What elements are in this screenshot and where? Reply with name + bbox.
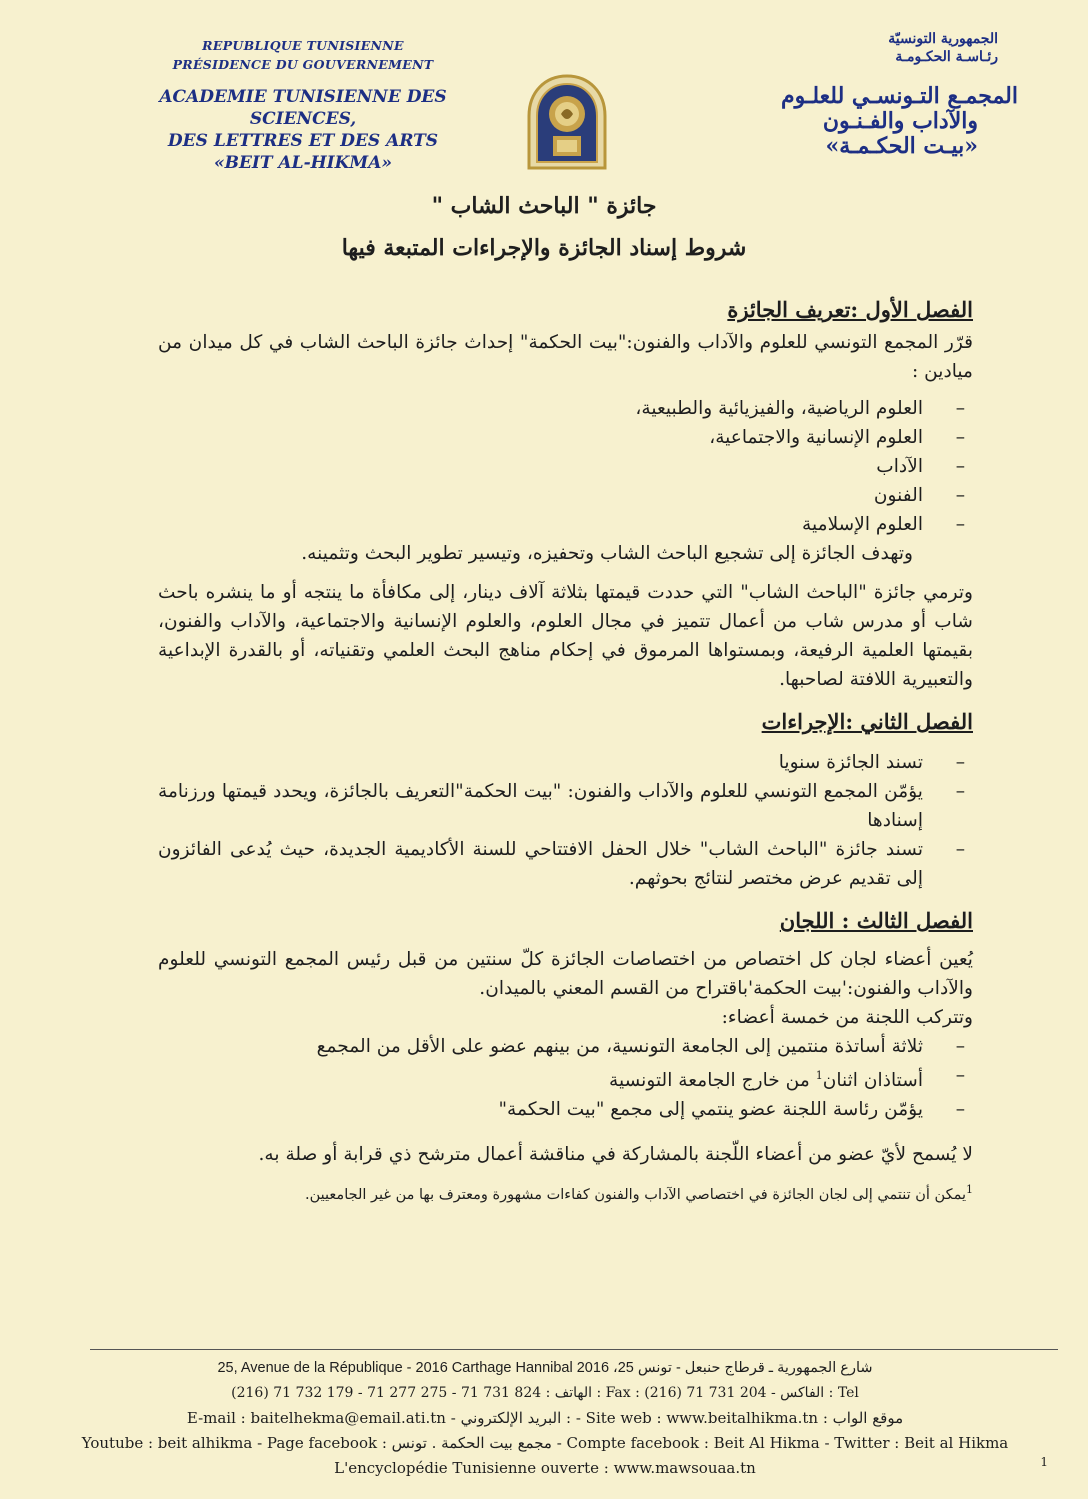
header-fr-republic: REPUBLIQUE TUNISIENNE: [202, 38, 404, 53]
footer-email-web: E-mail : baitelhekma@email.ati.tn - البريد الإلكتروني : - Site web : www.beitalhikma.tn : موقع الواب: [186, 1409, 904, 1427]
section2-heading: الفصل الثاني :الإجراءات: [761, 709, 973, 734]
list-item: – الآداب: [158, 452, 973, 481]
footer-social: Youtube : beit alhikma - Page facebook : مجمع بيت الحكمة . تونس - Compte facebook : Beit Al Hikma - Twitter : Beit al Hikma: [81, 1434, 1009, 1452]
section3-final: لا يُسمح لأيّ عضو من أعضاء اللّجنة بالمشاركة في مناقشة أعمال مترشح ذي قرابة أو صلة به.: [258, 1144, 973, 1166]
footnote-number: 1: [966, 1183, 973, 1197]
list-item: – تسند جائزة "الباحث الشاب" خلال الحفل الافتتاحي للسنة الأكاديمية الجديدة، حيث يُدعى الفائزون إلى تقديم عرض مختصر لنتائج بحوثهم.: [158, 835, 973, 893]
header-ar-letters: والآداب والفـنـون: [822, 108, 978, 134]
french-header: [118, 36, 488, 174]
document-body: [158, 292, 973, 1206]
section1-para2: وترمي جائزة "الباحث الشاب" التي حددت قيمتها بثلاثة آلاف دينار، إلى مكافأة ما ينتجه أو ما ينشره باحث شاب أو مدرس شاب من أعمال تتميز في مجال العلوم، والعلوم الإنسانية والاجتماعية، والآداب والفنون، بقيمتها العلمية الرفيعة، وبمستواها المرموق في إحكام مناهج البحث العلمي وتقنياته، أو بالقدرة الإبداعية والتعبيرية اللافتة لصاحبها.: [158, 582, 973, 690]
header-fr-presidency: PRÉSIDENCE DU GOUVERNEMENT: [172, 57, 434, 72]
document-subtitle: شروط إسناد الجائزة والإجراءات المتبعة فيها: [341, 235, 747, 261]
academy-logo-icon: [525, 74, 609, 170]
section2-procedures-list: [158, 748, 973, 893]
document-title: جائزة " الباحث الشاب ": [431, 193, 657, 219]
section1-heading: الفصل الأول :تعريف الجائزة: [727, 297, 973, 322]
header-ar-academy: المجمـع التـونسـي للعلـوم: [780, 83, 1018, 109]
section1-aim: وتهدف الجائزة إلى تشجيع الباحث الشاب وتحفيزه، وتيسير تطوير البحث وتثمينه.: [301, 543, 913, 564]
section3-para2: وتتركب اللجنة من خمسة أعضاء:: [721, 1007, 973, 1028]
footer-address: 25, Avenue de la République - 2016 Carthage Hannibal 2016 ،25 شارع الجمهورية ـ قرطاج حنبعل - تونس: [217, 1360, 873, 1376]
list-item: – العلوم الرياضية، والفيزيائية والطبيعية،: [158, 394, 973, 423]
item2-text-b: من خارج الجامعة التونسية: [609, 1070, 816, 1092]
list-item: [158, 1061, 973, 1095]
section3-heading: الفصل الثالث : اللجان: [779, 908, 973, 933]
footer-divider: [90, 1349, 1058, 1350]
list-item: – يؤمّن رئاسة اللجنة عضو ينتمي إلى مجمع "بيت الحكمة": [158, 1095, 973, 1124]
section1-fields-list: [158, 394, 973, 539]
list-item: – تسند الجائزة سنويا: [158, 748, 973, 777]
section3-para1: يُعين أعضاء لجان كل اختصاص من اختصاصات الجائزة كلّ سنتين من قبل رئيس المجمع التونسي للعلوم والآداب والفنون:'بيت الحكمة'باقتراح من القسم المعني بالميدان.: [158, 949, 973, 999]
footnote: [158, 1179, 973, 1206]
footer-encyclopedia: L'encyclopédie Tunisienne ouverte : www.mawsouaa.tn: [334, 1459, 756, 1477]
section3-members-list: [158, 1032, 973, 1124]
list-item: – الفنون: [158, 481, 973, 510]
header-ar-republic: الجمهورية التونسيّة: [888, 31, 998, 47]
list-item: – العلوم الإنسانية والاجتماعية،: [158, 423, 973, 452]
page-number: 1: [1040, 1455, 1048, 1469]
header-fr-beit: «BEIT AL-HIKMA»: [213, 153, 393, 173]
header-ar-beit: «بيـت الحكـمـة»: [825, 133, 978, 159]
item2-text-a: أستاذان اثنان: [822, 1070, 923, 1092]
footnote-text: يمكن أن تنتمي إلى لجان الجائزة في اختصاصي الآداب والفنون كفاءات مشهورة ومعترف بها من غير الجامعيين.: [305, 1187, 966, 1204]
list-item: – العلوم الإسلامية: [158, 510, 973, 539]
header-ar-presidency: رئـاسـة الحكـومـة: [895, 49, 998, 65]
section1-intro: قرّر المجمع التونسي للعلوم والآداب والفنون:"بيت الحكمة" إحداث جائزة الباحث الشاب في كل ميدان من ميادين :: [158, 332, 973, 382]
list-item: – يؤمّن المجمع التونسي للعلوم والآداب والفنون: "بيت الحكمة"التعريف بالجائزة، ويحدد قيمتها ورزنامة إسنادها: [158, 777, 973, 835]
footnote-ref: 1: [815, 1069, 823, 1082]
header-fr-letters: DES LETTRES ET DES ARTS: [167, 131, 439, 151]
list-item: – ثلاثة أساتذة منتمين إلى الجامعة التونسية، من بينهم عضو على الأقل من المجمع: [158, 1032, 973, 1061]
footer-phones: الهاتف : 824 731 71 - 275 277 71 - 179 732 71 (216) : Fax : (216) 71 731 204 - الفاكس : Tel: [231, 1385, 859, 1401]
arabic-header: [718, 30, 1018, 159]
footer: [40, 1356, 1050, 1481]
header-fr-academy: ACADEMIE TUNISIENNE DES SCIENCES,: [159, 87, 447, 129]
